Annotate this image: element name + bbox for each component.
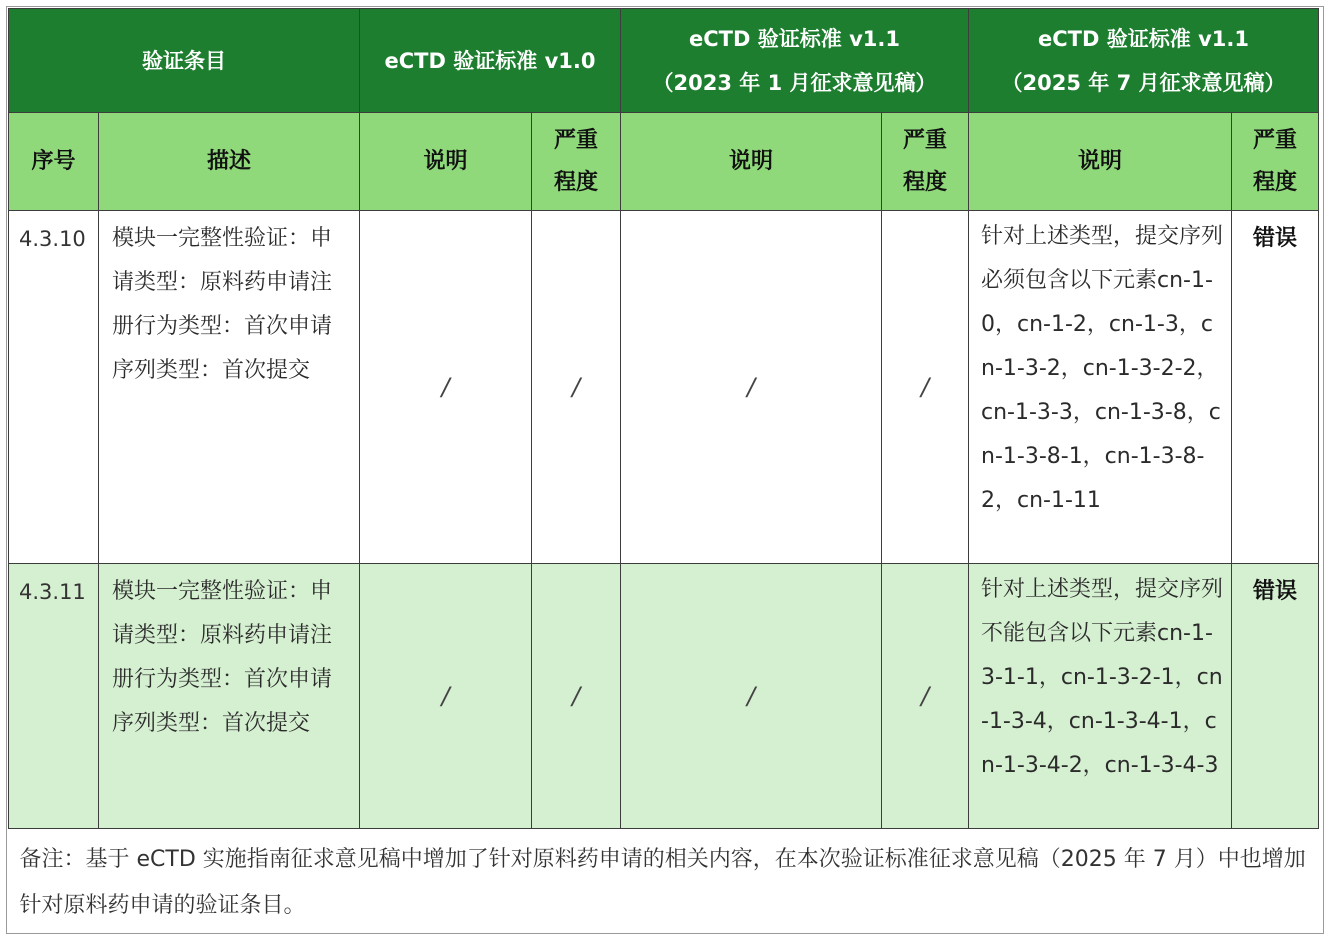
col-seq: 序号 [9, 113, 99, 211]
col-desc: 描述 [99, 113, 360, 211]
col-v2023-explain: 说明 [621, 113, 882, 211]
v10-explain-cell: / [360, 211, 532, 564]
col-v10-explain: 说明 [360, 113, 532, 211]
severity-label-2: 程度 [1252, 169, 1297, 195]
row-description: 模块一完整性验证：申请类型：原料药申请注册行为类型：首次申请序列类型：首次提交 [99, 211, 360, 564]
severity-label-1: 严重 [553, 127, 598, 153]
col-v2025-explain: 说明 [969, 113, 1232, 211]
header-v11-2023-subtitle: （2023 年 1 月征求意见稿） [652, 70, 937, 95]
group-header-row [9, 9, 1319, 113]
v10-explain-cell: / [360, 564, 532, 829]
table-row [9, 564, 1319, 829]
v2025-explain-cell: 针对上述类型，提交序列必须包含以下元素cn-1-0，cn-1-2，cn-1-3，cn-1-3-2，cn-1-3-2-2，cn-1-3-3，cn-1-3-8，cn-1-3-8-1，cn-1-3-8-2，cn-1-11 [969, 211, 1232, 564]
header-validation-item: 验证条目 [9, 9, 360, 113]
validation-criteria-table [8, 8, 1319, 929]
header-v10: eCTD 验证标准 v1.0 [360, 9, 621, 113]
header-v11-2025 [969, 9, 1319, 113]
v10-severity-cell: / [532, 211, 621, 564]
severity-label-2: 程度 [553, 169, 598, 195]
v2023-explain-cell: / [621, 564, 882, 829]
v2025-explain-cell: 针对上述类型，提交序列不能包含以下元素cn-1-3-1-1，cn-1-3-2-1，cn-1-3-4，cn-1-3-4-1，cn-1-3-4-2，cn-1-3-4-3 [969, 564, 1232, 829]
header-v11-2025-subtitle: （2025 年 7 月征求意见稿） [1001, 70, 1286, 95]
severity-label-1: 严重 [1252, 127, 1297, 153]
column-header-row [9, 113, 1319, 211]
row-description: 模块一完整性验证：申请类型：原料药申请注册行为类型：首次申请序列类型：首次提交 [99, 564, 360, 829]
col-v10-severity [532, 113, 621, 211]
header-v11-2023 [621, 9, 969, 113]
note-row [9, 829, 1319, 930]
header-v11-2023-title: eCTD 验证标准 v1.1 [689, 26, 900, 51]
severity-label-2: 程度 [902, 169, 947, 195]
header-v11-2025-title: eCTD 验证标准 v1.1 [1038, 26, 1249, 51]
col-v2025-severity [1232, 113, 1319, 211]
v2023-severity-cell: / [882, 564, 969, 829]
severity-label-1: 严重 [902, 127, 947, 153]
v2025-severity-cell: 错误 [1232, 211, 1319, 564]
v10-severity-cell: / [532, 564, 621, 829]
col-v2023-severity [882, 113, 969, 211]
v2023-severity-cell: / [882, 211, 969, 564]
row-id: 4.3.10 [9, 211, 99, 564]
v2023-explain-cell: / [621, 211, 882, 564]
row-id: 4.3.11 [9, 564, 99, 829]
table-row [9, 211, 1319, 564]
v2025-severity-cell: 错误 [1232, 564, 1319, 829]
table-note: 备注：基于 eCTD 实施指南征求意见稿中增加了针对原料药申请的相关内容，在本次验证标准征求意见稿（2025 年 7 月）中也增加针对原料药申请的验证条目。 [9, 829, 1319, 930]
